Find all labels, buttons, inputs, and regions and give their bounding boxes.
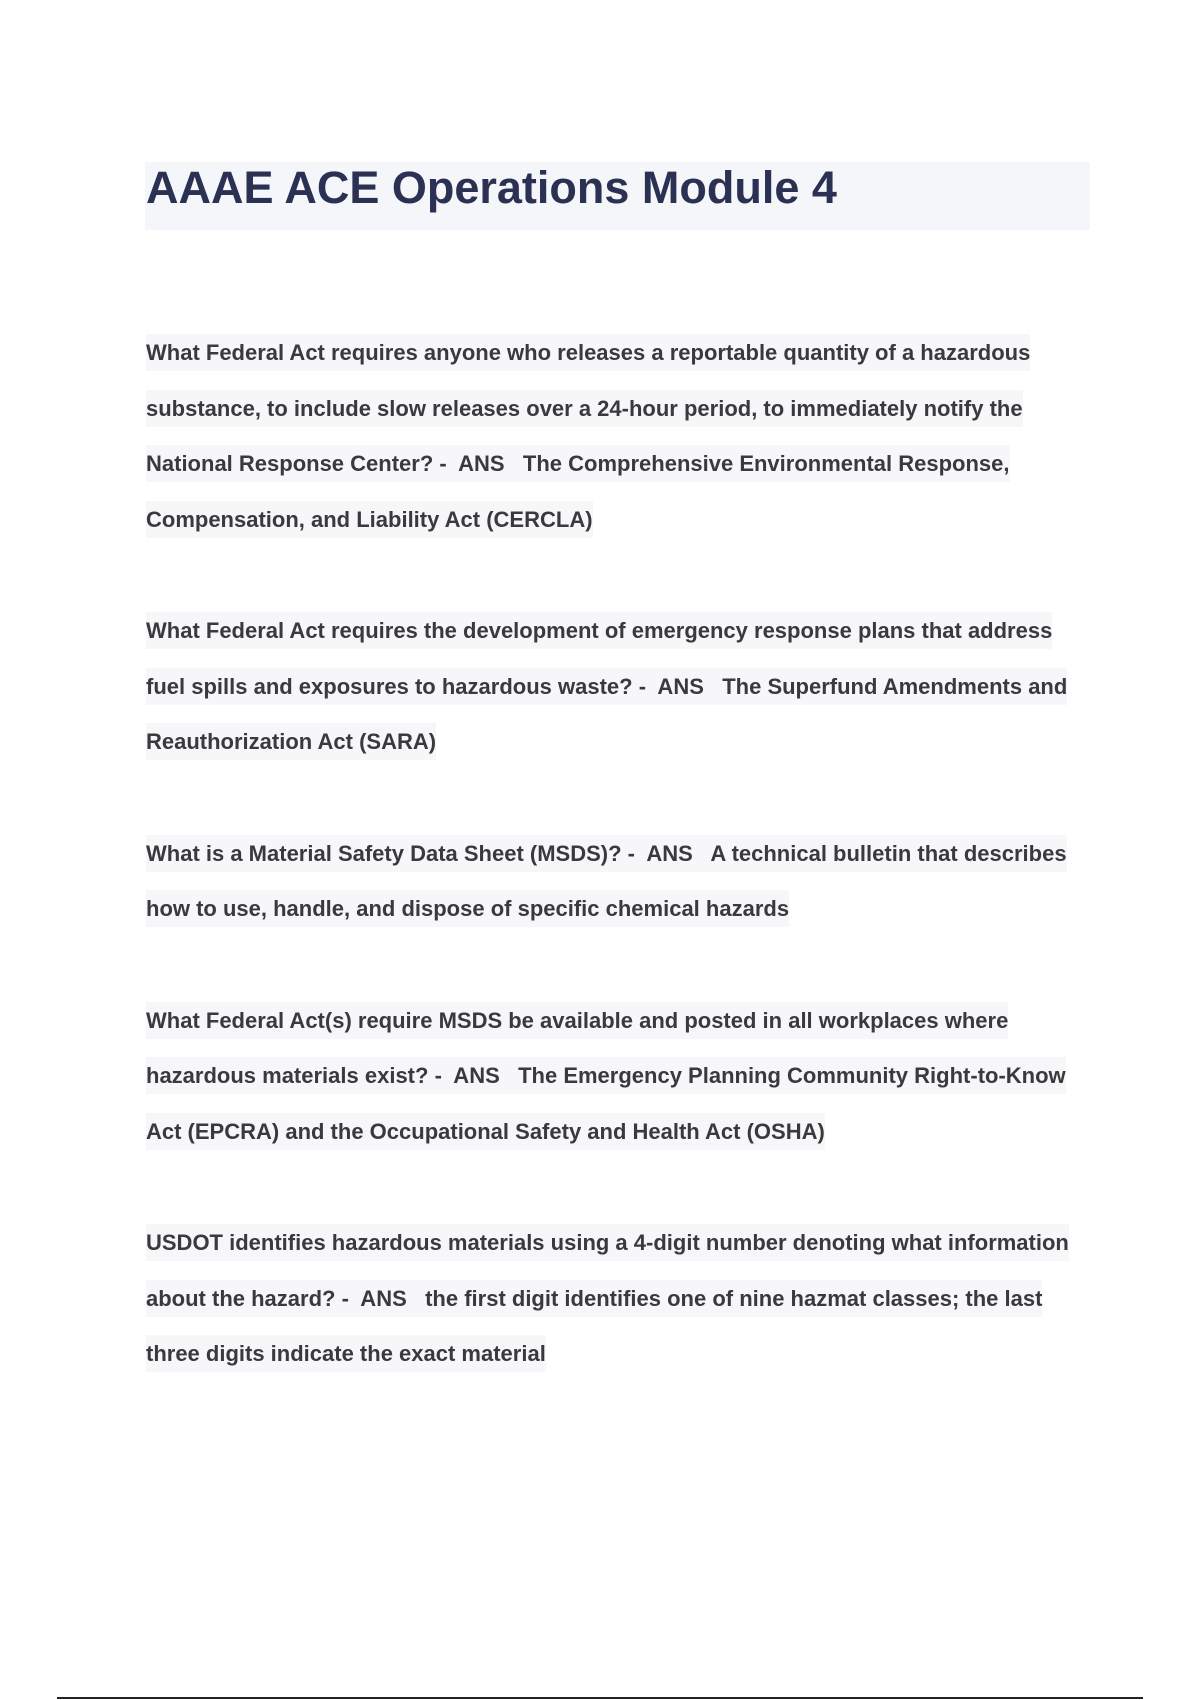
answer-text: the first digit identifies one of nine hazmat classes; the last three digits indicate the exact material: [146, 1285, 1043, 1366]
answer-separator: - ANS: [335, 1285, 426, 1311]
footer-divider: [57, 1697, 1143, 1699]
answer-separator: - ANS: [428, 1063, 519, 1088]
document-title: AAAE ACE Operations Module 4: [146, 162, 837, 213]
question-text: What is a Material Safety Data Sheet (MSDS)?: [146, 840, 622, 866]
qa-list: [146, 325, 1096, 1438]
answer-text: The Emergency Planning Community Right-to-Know Act (EPCRA) and the Occupational Safety and Health Act (OSHA): [146, 1063, 1066, 1144]
answer-separator: - ANS: [632, 673, 723, 699]
qa-item: [146, 993, 1096, 1160]
qa-item: [146, 1215, 1096, 1382]
qa-item: [146, 603, 1096, 770]
qa-item: [146, 325, 1096, 547]
answer-separator: - ANS: [433, 451, 523, 476]
question-text: USDOT identifies hazardous materials using a 4-digit number denoting what information about the hazard?: [146, 1230, 1069, 1311]
question-text: What Federal Act requires the development of emergency response plans that address fuel spills and exposures to hazardous waste?: [146, 618, 1053, 699]
answer-text: The Superfund Amendments and Reauthorization Act (SARA): [146, 673, 1068, 754]
question-text: What Federal Act(s) require MSDS be available and posted in all workplaces where hazardous materials exist?: [146, 1007, 1009, 1088]
question-text: What Federal Act requires anyone who releases a reportable quantity of a hazardous substance, to include slow releases over a 24-hour period, to immediately notify the National Response Center?: [146, 340, 1031, 476]
answer-separator: - ANS: [621, 840, 711, 866]
answer-text: The Comprehensive Environmental Response, Compensation, and Liability Act (CERCLA): [146, 451, 1010, 532]
answer-text: A technical bulletin that describes how to use, handle, and dispose of specific chemical hazards: [146, 840, 1067, 921]
qa-item: [146, 826, 1096, 937]
